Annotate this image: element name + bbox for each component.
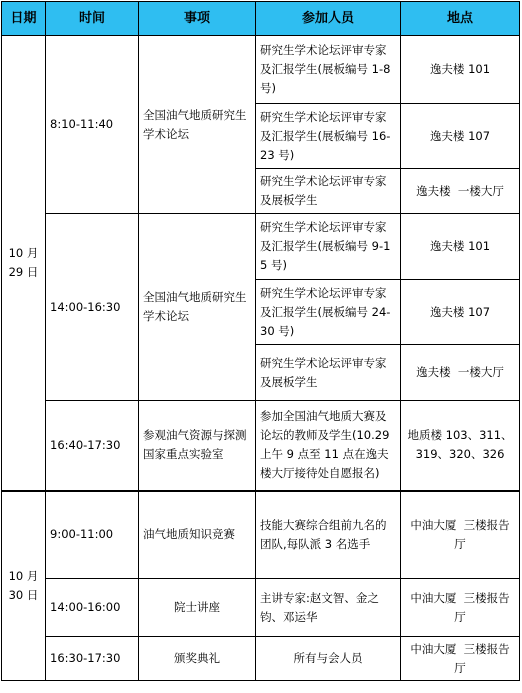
header-event: 事项 <box>139 2 256 36</box>
session-time-cell: 8:10-11:40 <box>46 36 139 214</box>
header-row <box>2 2 520 36</box>
place-cell: 中油大厦 三楼报告厅 <box>401 491 520 579</box>
place-cell: 逸夫楼 101 <box>401 214 520 280</box>
place-cell: 中油大厦 三楼报告厅 <box>401 637 520 681</box>
session-time-cell: 14:00-16:30 <box>46 214 139 401</box>
table-row <box>2 401 520 491</box>
session-event-cell: 全国油气地质研究生学术论坛 <box>139 36 256 214</box>
day-date-cell: 10 月 29 日 <box>2 36 46 491</box>
people-cell: 所有与会人员 <box>256 637 401 681</box>
table-row <box>2 579 520 637</box>
session-event-cell: 参观油气资源与探测国家重点实验室 <box>139 401 256 491</box>
header-place: 地点 <box>401 2 520 36</box>
people-cell: 研究生学术论坛评审专家及汇报学生(展板编号 24-30 号) <box>256 280 401 345</box>
session-event-cell: 颁奖典礼 <box>139 637 256 681</box>
table-row <box>2 491 520 579</box>
session-event-cell: 全国油气地质研究生学术论坛 <box>139 214 256 401</box>
header-date: 日期 <box>2 2 46 36</box>
place-cell: 逸夫楼 一楼大厅 <box>401 169 520 214</box>
session-event-cell: 油气地质知识竞赛 <box>139 491 256 579</box>
table-row <box>2 214 520 280</box>
session-event-cell: 院士讲座 <box>139 579 256 637</box>
session-time-cell: 16:40-17:30 <box>46 401 139 491</box>
people-cell: 研究生学术论坛评审专家及汇报学生(展板编号 1-8 号) <box>256 36 401 104</box>
table-row <box>2 36 520 104</box>
header-time: 时间 <box>46 2 139 36</box>
day-date-cell: 10 月 30 日 <box>2 491 46 681</box>
place-cell: 逸夫楼 一楼大厅 <box>401 345 520 401</box>
schedule-table <box>1 1 520 681</box>
people-cell: 研究生学术论坛评审专家及汇报学生(展板编号 9-15 号) <box>256 214 401 280</box>
header-people: 参加人员 <box>256 2 401 36</box>
place-cell: 地质楼 103、311、319、320、326 <box>401 401 520 491</box>
people-cell: 技能大赛综合组前九名的团队,每队派 3 名选手 <box>256 491 401 579</box>
place-cell: 逸夫楼 101 <box>401 36 520 104</box>
people-cell: 主讲专家:赵文智、金之钧、邓运华 <box>256 579 401 637</box>
place-cell: 逸夫楼 107 <box>401 104 520 169</box>
session-time-cell: 9:00-11:00 <box>46 491 139 579</box>
people-cell: 研究生学术论坛评审专家及展板学生 <box>256 345 401 401</box>
place-cell: 逸夫楼 107 <box>401 280 520 345</box>
people-cell: 参加全国油气地质大赛及论坛的教师及学生(10.29 上午 9 点至 11 点在逸夫楼大厅接待处自愿报名) <box>256 401 401 491</box>
people-cell: 研究生学术论坛评审专家及展板学生 <box>256 169 401 214</box>
people-cell: 研究生学术论坛评审专家及汇报学生(展板编号 16-23 号) <box>256 104 401 169</box>
session-time-cell: 16:30-17:30 <box>46 637 139 681</box>
table-row <box>2 637 520 681</box>
session-time-cell: 14:00-16:00 <box>46 579 139 637</box>
place-cell: 中油大厦 三楼报告厅 <box>401 579 520 637</box>
